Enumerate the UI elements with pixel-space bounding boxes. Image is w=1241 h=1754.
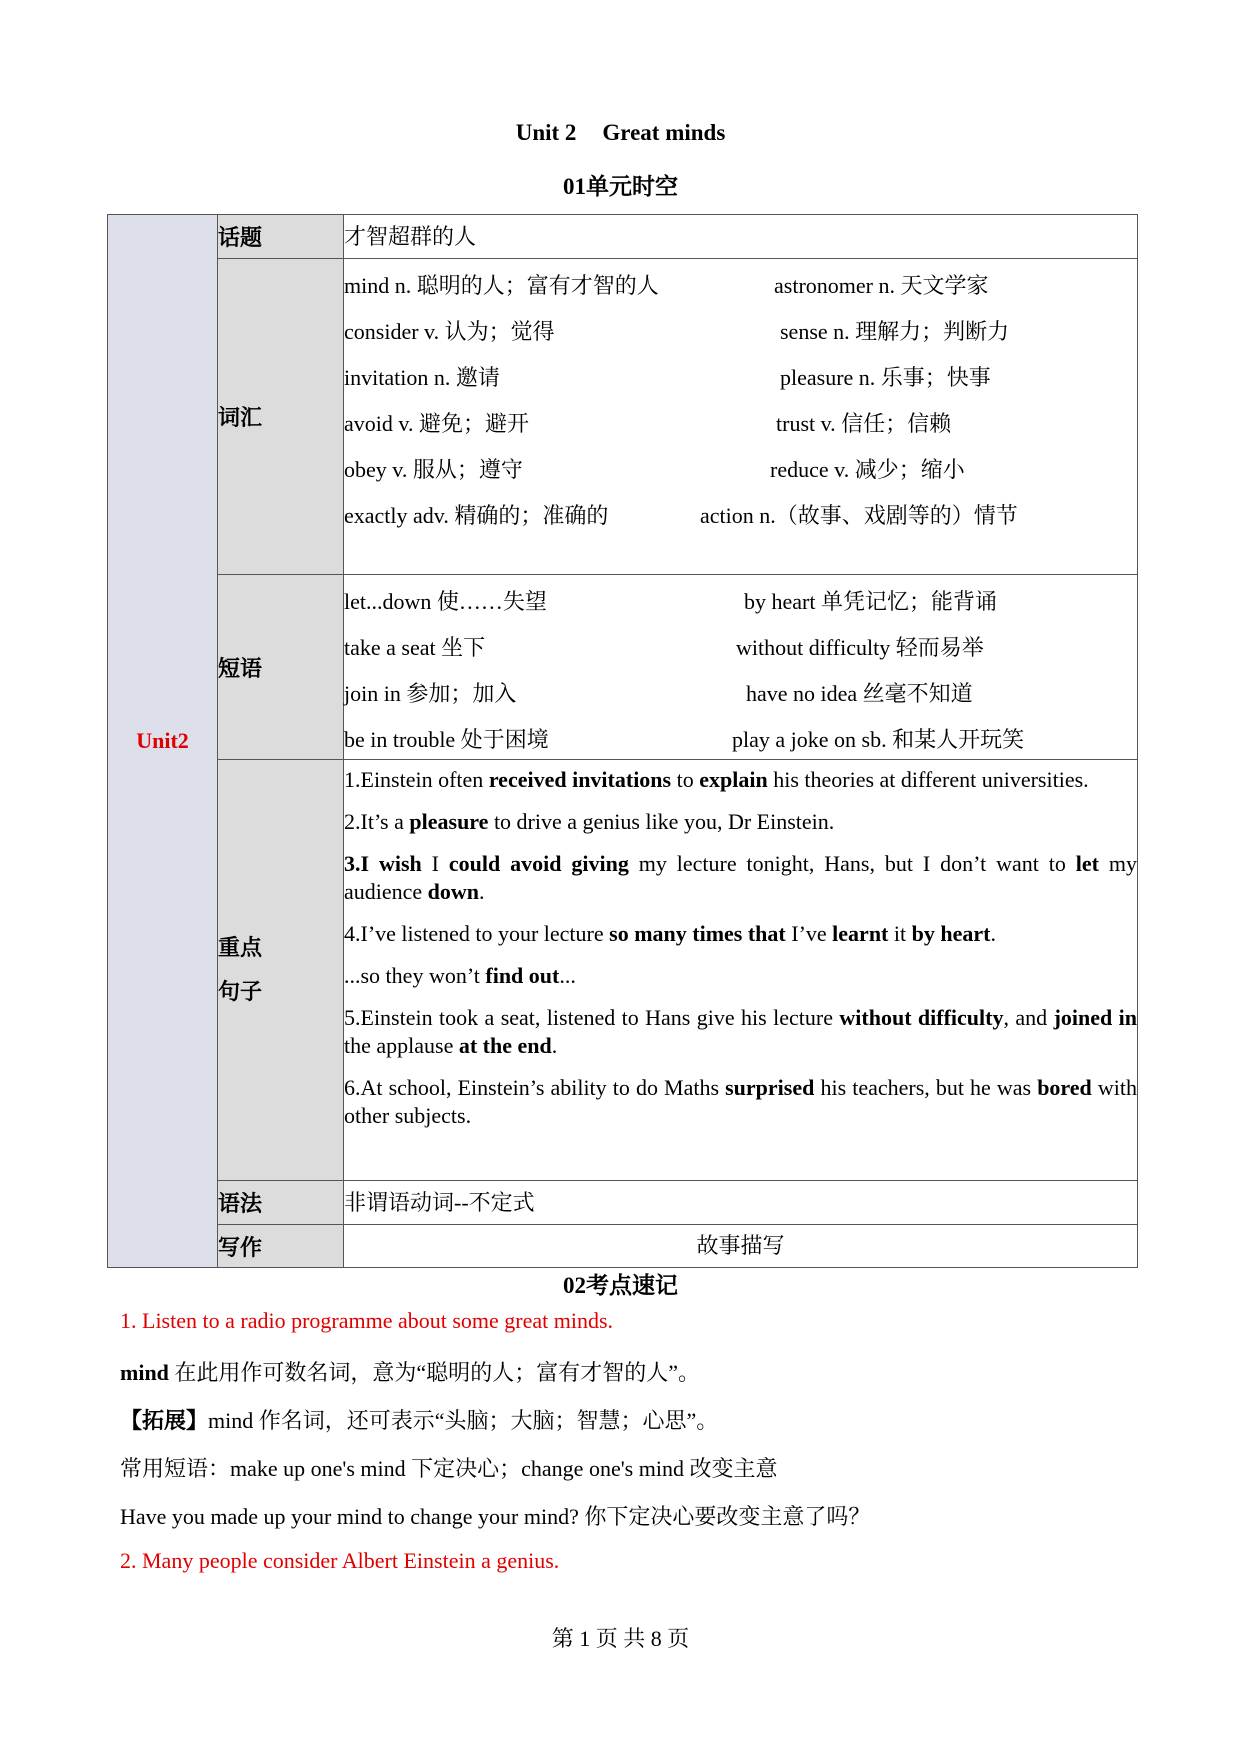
phrases-content [344, 575, 1138, 760]
key-sentence: 5.Einstein took a seat, listened to Hans give his lecture without difficulty, and joined in the applause at the end. [344, 1005, 1137, 1058]
note-point-1: 1. Listen to a radio programme about some great minds. [120, 1308, 614, 1333]
unit-overview-table [107, 214, 1138, 1268]
unit-cell: Unit2 [108, 215, 218, 1268]
vocabulary-item-left: invitation n. 邀请 [344, 365, 500, 390]
section2-title: 02考点速记 [563, 1273, 678, 1298]
phrase-item-left: join in 参加；加入 [344, 681, 517, 706]
vocabulary-row [344, 443, 1137, 489]
vocabulary-content [344, 259, 1138, 575]
phrase-item-right: by heart 单凭记忆；能背诵 [744, 589, 997, 614]
section1-title: 01单元时空 [563, 174, 678, 199]
vocabulary-item-left: avoid v. 避免；避开 [344, 411, 529, 436]
vocabulary-item-right: reduce v. 减少；缩小 [770, 457, 965, 482]
vocabulary-item-right: pleasure n. 乐事；快事 [780, 365, 991, 390]
sentences-label-line2: 句子 [218, 979, 263, 1004]
note-expand: 【拓展】mind 作名词，还可表示“头脑；大脑；智慧；心思”。 [120, 1408, 719, 1433]
vocabulary-item-right: sense n. 理解力；判断力 [780, 319, 1010, 344]
vocabulary-row [344, 305, 1137, 351]
phrase-row [344, 667, 1137, 713]
key-sentence: 6.At school, Einstein’s ability to do Maths surprised his teachers, but he was bored with other subjects. [344, 1075, 1137, 1128]
writing-label: 写作 [218, 1225, 344, 1268]
grammar-label: 语法 [218, 1181, 344, 1225]
vocabulary-row [344, 351, 1137, 397]
key-sentence: ...so they won’t find out... [344, 963, 576, 988]
vocabulary-list [344, 259, 1137, 535]
phrase-item-left: take a seat 坐下 [344, 635, 486, 660]
key-sentence: 3.I wish I could avoid giving my lecture tonight, Hans, but I don’t want to let my audience down. [344, 851, 1137, 904]
vocabulary-item-left: obey v. 服从；遵守 [344, 457, 523, 482]
sentences-list [344, 766, 1137, 1130]
note-point-2: 2. Many people consider Albert Einstein a genius. [120, 1548, 560, 1573]
phrase-row [344, 713, 1137, 759]
phrase-item-right: without difficulty 轻而易举 [736, 635, 984, 660]
note-example-sentence: Have you made up your mind to change your mind? 你下定决心要改变主意了吗？ [120, 1504, 871, 1529]
phrase-row [344, 575, 1137, 621]
phrases-list [344, 575, 1137, 759]
vocabulary-item-left: exactly adv. 精确的；准确的 [344, 503, 609, 528]
key-sentence: 2.It’s a pleasure to drive a genius like you, Dr Einstein. [344, 809, 835, 834]
sentences-content [344, 760, 1138, 1181]
key-sentence: 1.Einstein often received invitations to explain his theories at different universities. [344, 767, 1089, 792]
phrases-label: 短语 [218, 575, 344, 760]
vocabulary-item-right: action n.（故事、戏剧等的）情节 [700, 503, 1018, 528]
phrase-item-left: be in trouble 处于困境 [344, 727, 549, 752]
sentences-label-line1: 重点 [218, 935, 263, 960]
vocabulary-item-right: astronomer n. 天文学家 [774, 273, 989, 298]
phrase-item-right: have no idea 丝毫不知道 [746, 681, 973, 706]
vocabulary-label: 词汇 [218, 259, 344, 575]
phrase-row [344, 621, 1137, 667]
vocabulary-row [344, 259, 1137, 305]
page-footer: 第 1 页 共 8 页 [551, 1626, 690, 1651]
writing-content: 故事描写 [344, 1225, 1138, 1268]
vocabulary-item-right: trust v. 信任；信赖 [776, 411, 952, 436]
vocabulary-item-left: consider v. 认为；觉得 [344, 319, 555, 344]
note-common-phrases: 常用短语：make up one's mind 下定决心；change one's mind 改变主意 [120, 1456, 778, 1481]
key-sentence: 4.I’ve listened to your lecture so many times that I’ve learnt it by heart. [344, 921, 996, 946]
vocabulary-row [344, 489, 1137, 535]
topic-content: 才智超群的人 [344, 215, 1138, 259]
phrase-item-right: play a joke on sb. 和某人开玩笑 [732, 727, 1025, 752]
topic-label: 话题 [218, 215, 344, 259]
sentences-label [218, 760, 344, 1181]
note-mind-explanation: mind 在此用作可数名词，意为“聪明的人；富有才智的人”。 [120, 1360, 700, 1385]
vocabulary-row [344, 397, 1137, 443]
phrase-item-left: let...down 使……失望 [344, 589, 547, 614]
vocabulary-item-left: mind n. 聪明的人；富有才智的人 [344, 273, 659, 298]
grammar-content: 非谓语动词--不定式 [344, 1181, 1138, 1225]
unit-title: Unit 2 Great minds [515, 120, 726, 145]
